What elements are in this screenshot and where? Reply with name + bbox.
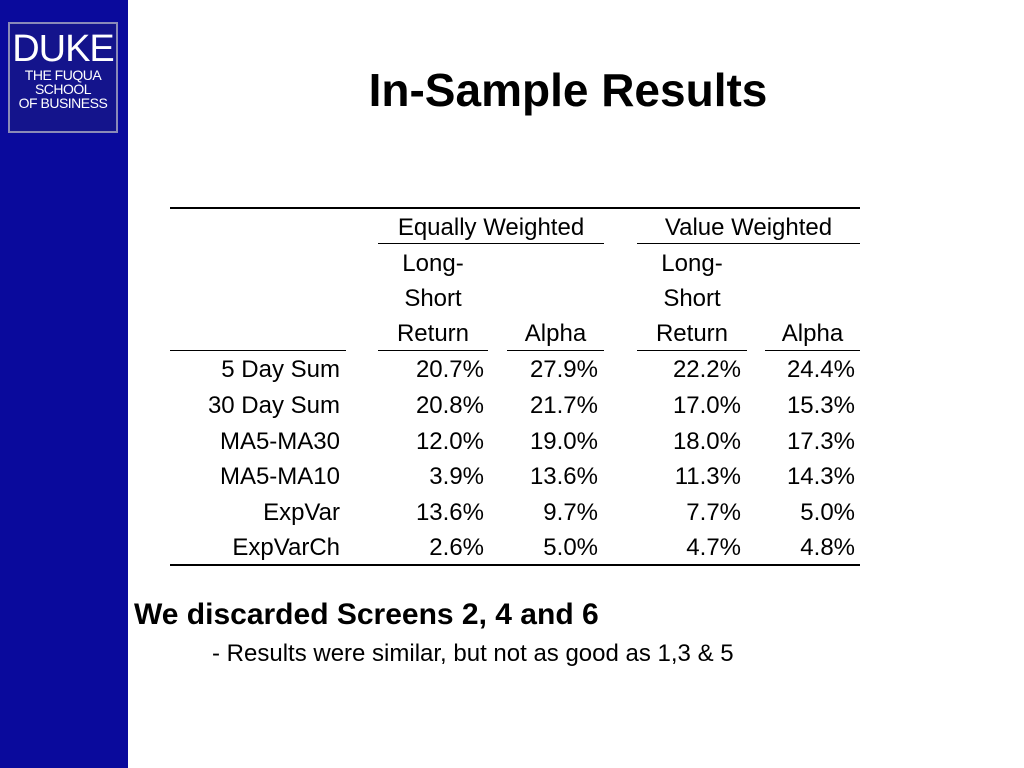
vw-ls-header-line1: Long- (661, 250, 723, 277)
vw-ls-value: 17.0% (672, 392, 741, 419)
vw-ls-value: 7.7% (686, 499, 741, 526)
row-label: MA5-MA10 (219, 463, 340, 490)
vw-ls-header-line3: Return (655, 320, 729, 347)
ew-ls-value: 12.0% (415, 428, 484, 455)
row-label: ExpVar (263, 499, 340, 526)
logo-name: DUKE (12, 28, 114, 70)
ew-ls-header-line3: Return (396, 320, 470, 347)
ew-ls-value: 2.6% (429, 534, 484, 561)
ew-alpha-value: 21.7% (529, 392, 598, 419)
ew-alpha-value: 13.6% (529, 463, 598, 490)
vw-alpha-value: 14.3% (786, 463, 855, 490)
vw-ls-value: 4.7% (686, 534, 741, 561)
row-label: ExpVarCh (232, 534, 340, 561)
group-header-equal: Equally Weighted (397, 214, 585, 241)
ew-ls-value: 20.8% (415, 392, 484, 419)
bullet-square-icon (98, 606, 108, 616)
vw-alpha-value: 5.0% (800, 499, 855, 526)
ew-alpha-value: 27.9% (529, 356, 598, 383)
vw-alpha-value: 4.8% (800, 534, 855, 561)
bullet-sub-text: - Results were similar, but not as good as 1,3 & 5 (212, 640, 734, 667)
ew-alpha-value: 9.7% (543, 499, 598, 526)
ew-ls-value: 13.6% (415, 499, 484, 526)
vw-ls-header-line2: Short (663, 285, 721, 312)
bullet-main-text: We discarded Screens 2, 4 and 6 (134, 598, 599, 631)
ew-alpha-value: 5.0% (543, 534, 598, 561)
ew-ls-header-line2: Short (404, 285, 462, 312)
ew-ls-value: 20.7% (415, 356, 484, 383)
row-label: 5 Day Sum (221, 356, 340, 383)
ew-alpha-value: 19.0% (529, 428, 598, 455)
row-label: 30 Day Sum (207, 392, 340, 419)
vw-alpha-value: 15.3% (786, 392, 855, 419)
label-col-underline (170, 350, 346, 351)
vw-alpha-value: 24.4% (786, 356, 855, 383)
group-header-value: Value Weighted (664, 214, 833, 241)
logo-line-1: THE FUQUA (24, 67, 102, 83)
vw-alpha-header: Alpha (781, 320, 844, 347)
vw-ls-value: 18.0% (672, 428, 741, 455)
logo-line-3: OF BUSINESS (18, 95, 108, 111)
ew-alpha-header: Alpha (524, 320, 587, 347)
row-label: MA5-MA30 (219, 428, 340, 455)
vw-ls-value: 11.3% (674, 463, 741, 490)
logo-line-2: SCHOOL (34, 81, 92, 97)
ew-ls-value: 3.9% (429, 463, 484, 490)
vw-ls-value: 22.2% (672, 356, 741, 383)
slide-title: In-Sample Results (368, 64, 768, 116)
ew-ls-header-line1: Long- (402, 250, 464, 277)
vw-alpha-value: 17.3% (786, 428, 855, 455)
table-top-rule (170, 207, 860, 209)
